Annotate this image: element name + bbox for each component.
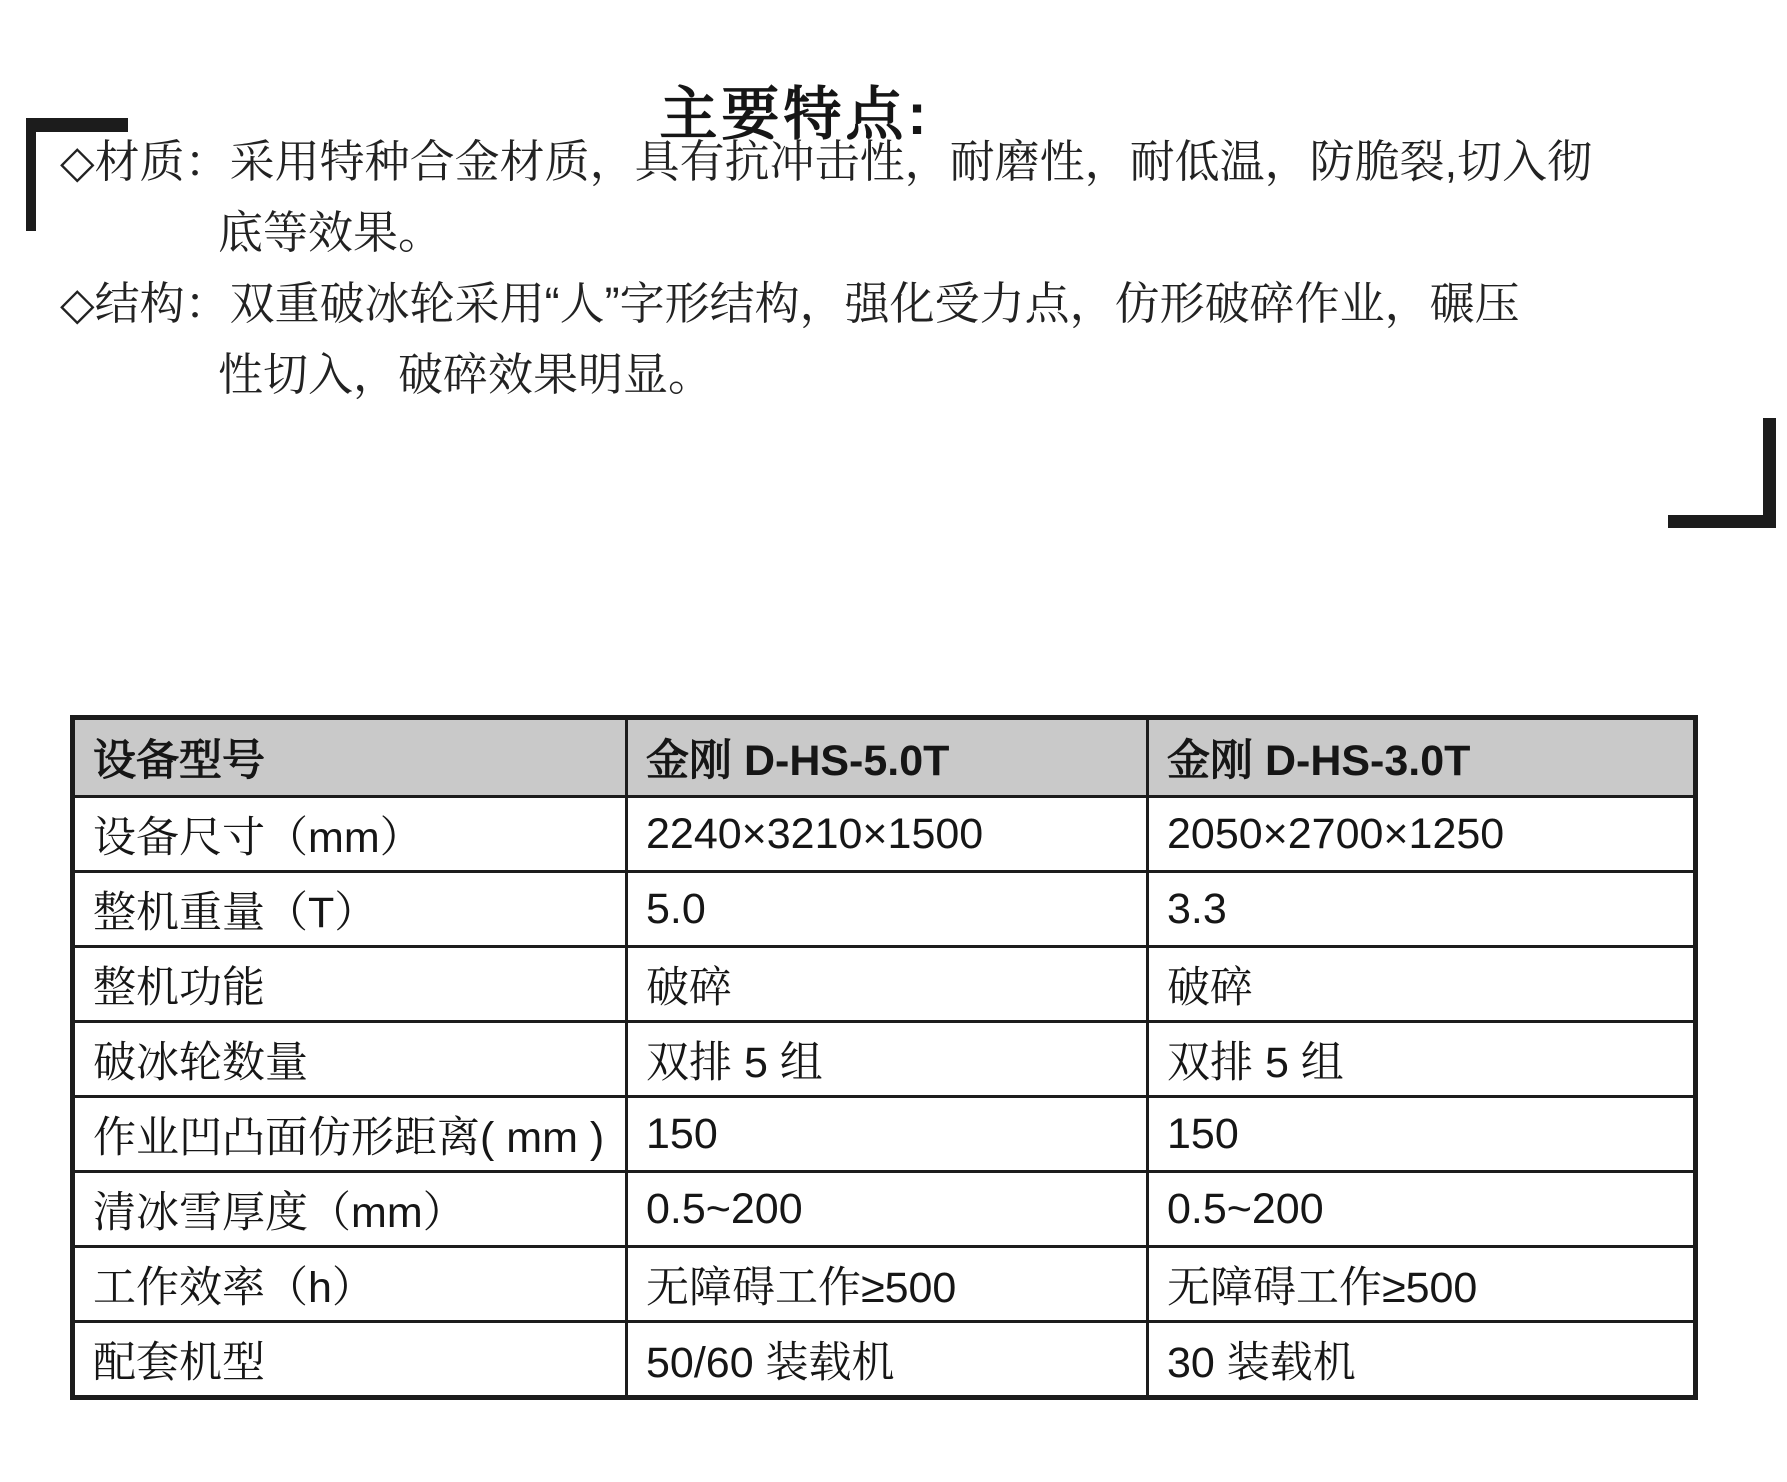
spec-table-header-cell: 金刚 D-HS-3.0T (1148, 718, 1696, 797)
spec-table-cell: 2240×3210×1500 (627, 797, 1148, 872)
table-row (73, 872, 1696, 947)
corner-bracket-bottom-right-icon (1668, 418, 1776, 528)
spec-table-cell: 双排 5 组 (1148, 1022, 1696, 1097)
table-row (73, 1322, 1696, 1398)
spec-table-cell: 2050×2700×1250 (1148, 797, 1696, 872)
spec-table-cell: 整机功能 (73, 947, 627, 1022)
spec-table-cell: 清冰雪厚度（mm） (73, 1172, 627, 1247)
feature-item-material (60, 126, 1593, 268)
table-row (73, 1022, 1696, 1097)
page-title: 主要特点: (659, 81, 931, 147)
spec-table-cell: 作业凹凸面仿形距离( mm ) (73, 1097, 627, 1172)
table-row (73, 797, 1696, 872)
spec-table-cell: 150 (1148, 1097, 1696, 1172)
feature-item-structure (60, 268, 1520, 410)
spec-table-cell: 设备尺寸（mm） (73, 797, 627, 872)
table-header-row (73, 718, 1696, 797)
spec-table-cell: 150 (627, 1097, 1148, 1172)
table-row (73, 1097, 1696, 1172)
table-row (73, 1247, 1696, 1322)
feature-line: 性切入，破碎效果明显。 (218, 349, 714, 400)
spec-table-header-cell: 设备型号 (73, 718, 627, 797)
table-row (73, 1172, 1696, 1247)
spec-table-cell: 双排 5 组 (627, 1022, 1148, 1097)
spec-table-header-cell: 金刚 D-HS-5.0T (627, 718, 1148, 797)
spec-table-cell: 破冰轮数量 (73, 1022, 627, 1097)
feature-line: 底等效果。 (218, 207, 444, 258)
spec-table-cell: 破碎 (1148, 947, 1696, 1022)
spec-table-cell: 无障碍工作≥500 (627, 1247, 1148, 1322)
features-list (60, 126, 1593, 410)
spec-table-cell: 工作效率（h） (73, 1247, 627, 1322)
spec-table-cell: 5.0 (627, 872, 1148, 947)
spec-table-cell: 50/60 装载机 (627, 1322, 1148, 1398)
spec-table-cell: 配套机型 (73, 1322, 627, 1398)
table-row (73, 947, 1696, 1022)
spec-table (70, 715, 1698, 1400)
spec-table-cell: 破碎 (627, 947, 1148, 1022)
spec-table-cell: 3.3 (1148, 872, 1696, 947)
spec-table-cell: 0.5~200 (1148, 1172, 1696, 1247)
spec-table-cell: 30 装载机 (1148, 1322, 1696, 1398)
spec-table-cell: 0.5~200 (627, 1172, 1148, 1247)
feature-line: ◇结构：双重破冰轮采用“人”字形结构，强化受力点，仿形破碎作业，碾压 (60, 278, 1520, 329)
spec-table-cell: 无障碍工作≥500 (1148, 1247, 1696, 1322)
feature-line: ◇材质：采用特种合金材质，具有抗冲击性，耐磨性，耐低温，防脆裂,切入彻 (60, 136, 1593, 187)
spec-table-cell: 整机重量（T） (73, 872, 627, 947)
